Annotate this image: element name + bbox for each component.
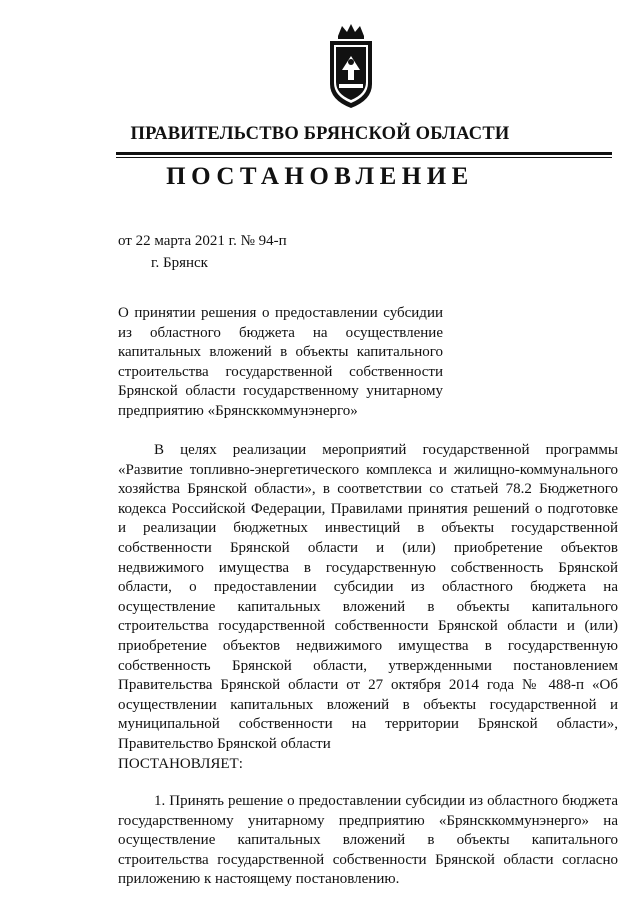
coat-of-arms-icon	[316, 22, 386, 112]
header-rule-thick	[116, 152, 612, 155]
date-number-line: от 22 марта 2021 г. № 94-п	[118, 233, 287, 249]
header-rule-thin	[116, 157, 612, 158]
document-subject: О принятии решения о предоставлении субсидии из областного бюджета на осуществление капитальных вложений в объекты капитального строительства государственной собственности Брянской области государственному унитарному предприятию «Брянсккоммунэнерго»	[118, 305, 443, 419]
preamble-paragraph: В целях реализации мероприятий государственной программы «Развитие топливно-энергетического комплекса и жилищно-коммунального хозяйства Брянской области», в соответствии со статьей 78.2 Бюджетного кодекса Российской Федерации, Правилами принятия решений о подготовке и реализации бюджетных инвестиций в объекты государственной собственности Брянской области и (или) приобретение объектов недвижимого имущества в государственную собственность Брянской области, о предоставлении субсидии из областного бюджета на осуществление капитальных вложений в объекты капитального строительства государственной собственности Брянской области и (или) приобретение объектов недвижимого имущества в государственную собственность Брянской области, утвержденными постановлением Правительства Брянской области от 27 октября 2014 года № 488-п «Об осуществлении капитальных вложений в объекты государственной и муниципальной собственности на территории Брянской области», Правительство Брянской области	[118, 442, 618, 752]
document-body	[118, 441, 618, 890]
decree-item: 1. Принять решение о предоставлении субсидии из областного бюджета государственному унитарному предприятию «Брянсккоммунэнерго» на осуществление капитальных вложений в объекты капитального строительства государственной собственности Брянской области согласно приложению к настоящему постановлению.	[118, 793, 618, 888]
place-line: г. Брянск	[151, 255, 208, 271]
document-type-title: ПОСТАНОВЛЕНИЕ	[166, 163, 474, 190]
decree-word: ПОСТАНОВЛЯЕТ:	[118, 755, 243, 772]
government-title: ПРАВИТЕЛЬСТВО БРЯНСКОЙ ОБЛАСТИ	[130, 124, 510, 144]
